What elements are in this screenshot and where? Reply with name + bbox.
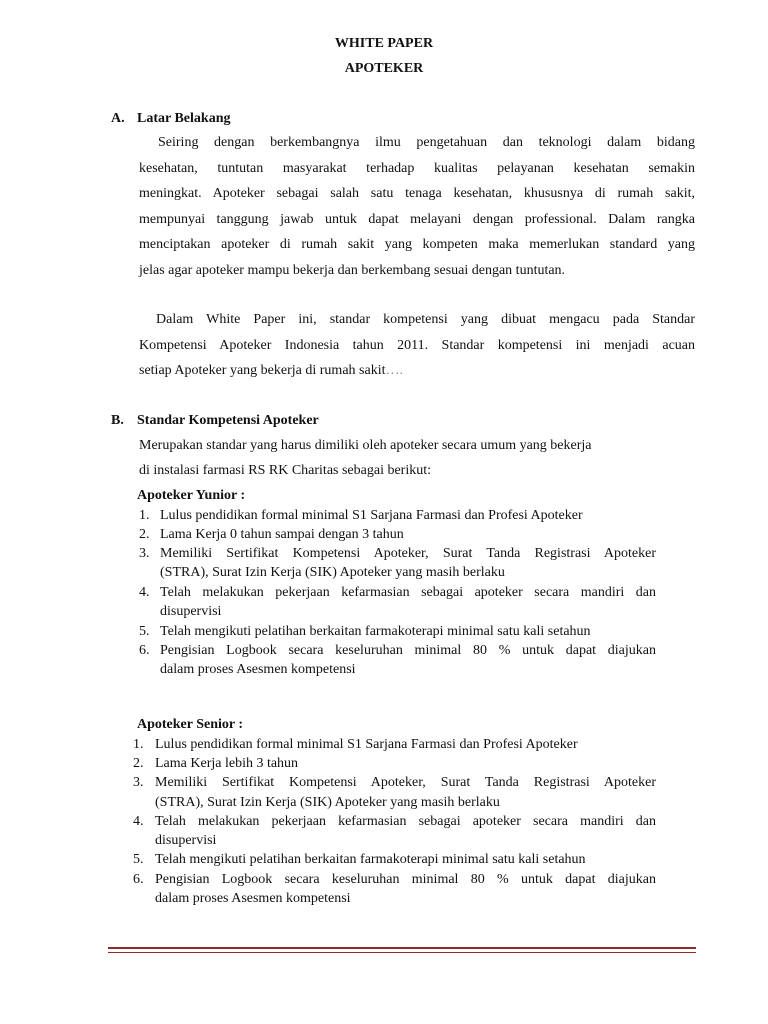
list-number: 6. (139, 643, 150, 658)
para1-line: Seiring dengan berkembangnya ilmu pengetahuan dan teknologi dalam bidang (158, 135, 695, 150)
list-number: 4. (139, 585, 150, 600)
yunior-heading: Apoteker Yunior : (137, 488, 246, 503)
list-item-continued: (STRA), Surat Izin Kerja (SIK) Apoteker yang masih berlaku (160, 565, 505, 580)
list-number: 5. (133, 852, 144, 867)
list-number: 5. (139, 624, 150, 639)
para1-line: mempunyai tanggung jawab untuk dapat melayani dengan professional. Dalam rangka (139, 212, 695, 227)
para2-text: setiap Apoteker yang bekerja di rumah sakit (139, 363, 386, 378)
list-item: Lama Kerja lebih 3 tahun (155, 756, 299, 771)
list-number: 3. (139, 546, 150, 561)
list-item: Lulus pendidikan formal minimal S1 Sarjana Farmasi dan Profesi Apoteker (155, 737, 578, 752)
list-item: Pengisian Logbook secara keseluruhan minimal 80 % untuk dapat diajukan (155, 872, 656, 887)
list-item: Telah mengikuti pelatihan berkaitan farmakoterapi minimal satu kali setahun (160, 624, 591, 639)
section-b-intro-line: di instalasi farmasi RS RK Charitas sebagai berikut: (139, 463, 432, 478)
list-item: Telah melakukan pekerjaan kefarmasian sebagai apoteker secara mandiri dan (155, 814, 656, 829)
senior-heading: Apoteker Senior : (137, 717, 244, 732)
para2-ellipsis: …. (385, 363, 403, 378)
list-item: Memiliki Sertifikat Kompetensi Apoteker, Surat Tanda Registrasi Apoteker (160, 546, 656, 561)
para1-line: jelas agar apoteker mampu bekerja dan berkembang sesuai dengan tuntutan. (139, 263, 566, 278)
section-a-marker: A. (111, 111, 125, 126)
list-number: 2. (133, 756, 144, 771)
para2-line: Dalam White Paper ini, standar kompetensi yang dibuat mengacu pada Standar (156, 312, 695, 327)
document-subtitle: APOTEKER (344, 61, 424, 76)
list-number: 4. (133, 814, 144, 829)
section-b-marker: B. (111, 413, 124, 428)
list-item-continued: dalam proses Asesmen kompetensi (160, 662, 356, 677)
list-item: Memiliki Sertifikat Kompetensi Apoteker, Surat Tanda Registrasi Apoteker (155, 775, 656, 790)
list-item-continued: disupervisi (160, 604, 222, 619)
list-number: 6. (133, 872, 144, 887)
para1-line: kesehatan, tuntutan masyarakat terhadap kualitas pelayanan kesehatan semakin (139, 161, 695, 176)
para2-line: Kompetensi Apoteker Indonesia tahun 2011. Standar kompetensi ini menjadi acuan (139, 338, 695, 353)
para2-line-last (139, 363, 403, 379)
list-item: Pengisian Logbook secara keseluruhan minimal 80 % untuk dapat diajukan (160, 643, 656, 658)
list-item: Lama Kerja 0 tahun sampai dengan 3 tahun (160, 527, 404, 542)
list-item: Lulus pendidikan formal minimal S1 Sarjana Farmasi dan Profesi Apoteker (160, 508, 583, 523)
list-item: Telah melakukan pekerjaan kefarmasian sebagai apoteker secara mandiri dan (160, 585, 656, 600)
list-number: 2. (139, 527, 150, 542)
list-item-continued: disupervisi (155, 833, 217, 848)
list-number: 3. (133, 775, 144, 790)
para1-line: meningkat. Apoteker sebagai salah satu tenaga kesehatan, khususnya di rumah sakit, (139, 186, 695, 201)
section-b-heading: Standar Kompetensi Apoteker (137, 413, 319, 428)
list-item-continued: (STRA), Surat Izin Kerja (SIK) Apoteker yang masih berlaku (155, 795, 500, 810)
list-item-continued: dalam proses Asesmen kompetensi (155, 891, 351, 906)
list-item: Telah mengikuti pelatihan berkaitan farmakoterapi minimal satu kali setahun (155, 852, 586, 867)
section-b-intro-line: Merupakan standar yang harus dimiliki oleh apoteker secara umum yang bekerja (139, 438, 592, 453)
list-number: 1. (133, 737, 144, 752)
document-title: WHITE PAPER (334, 36, 434, 51)
footer-rule-thin (108, 952, 696, 953)
para1-line: menciptakan apoteker di rumah sakit yang kompeten maka memerlukan standard yang (139, 237, 695, 252)
list-number: 1. (139, 508, 150, 523)
footer-rule-thick (108, 947, 696, 949)
section-a-heading: Latar Belakang (137, 111, 231, 126)
